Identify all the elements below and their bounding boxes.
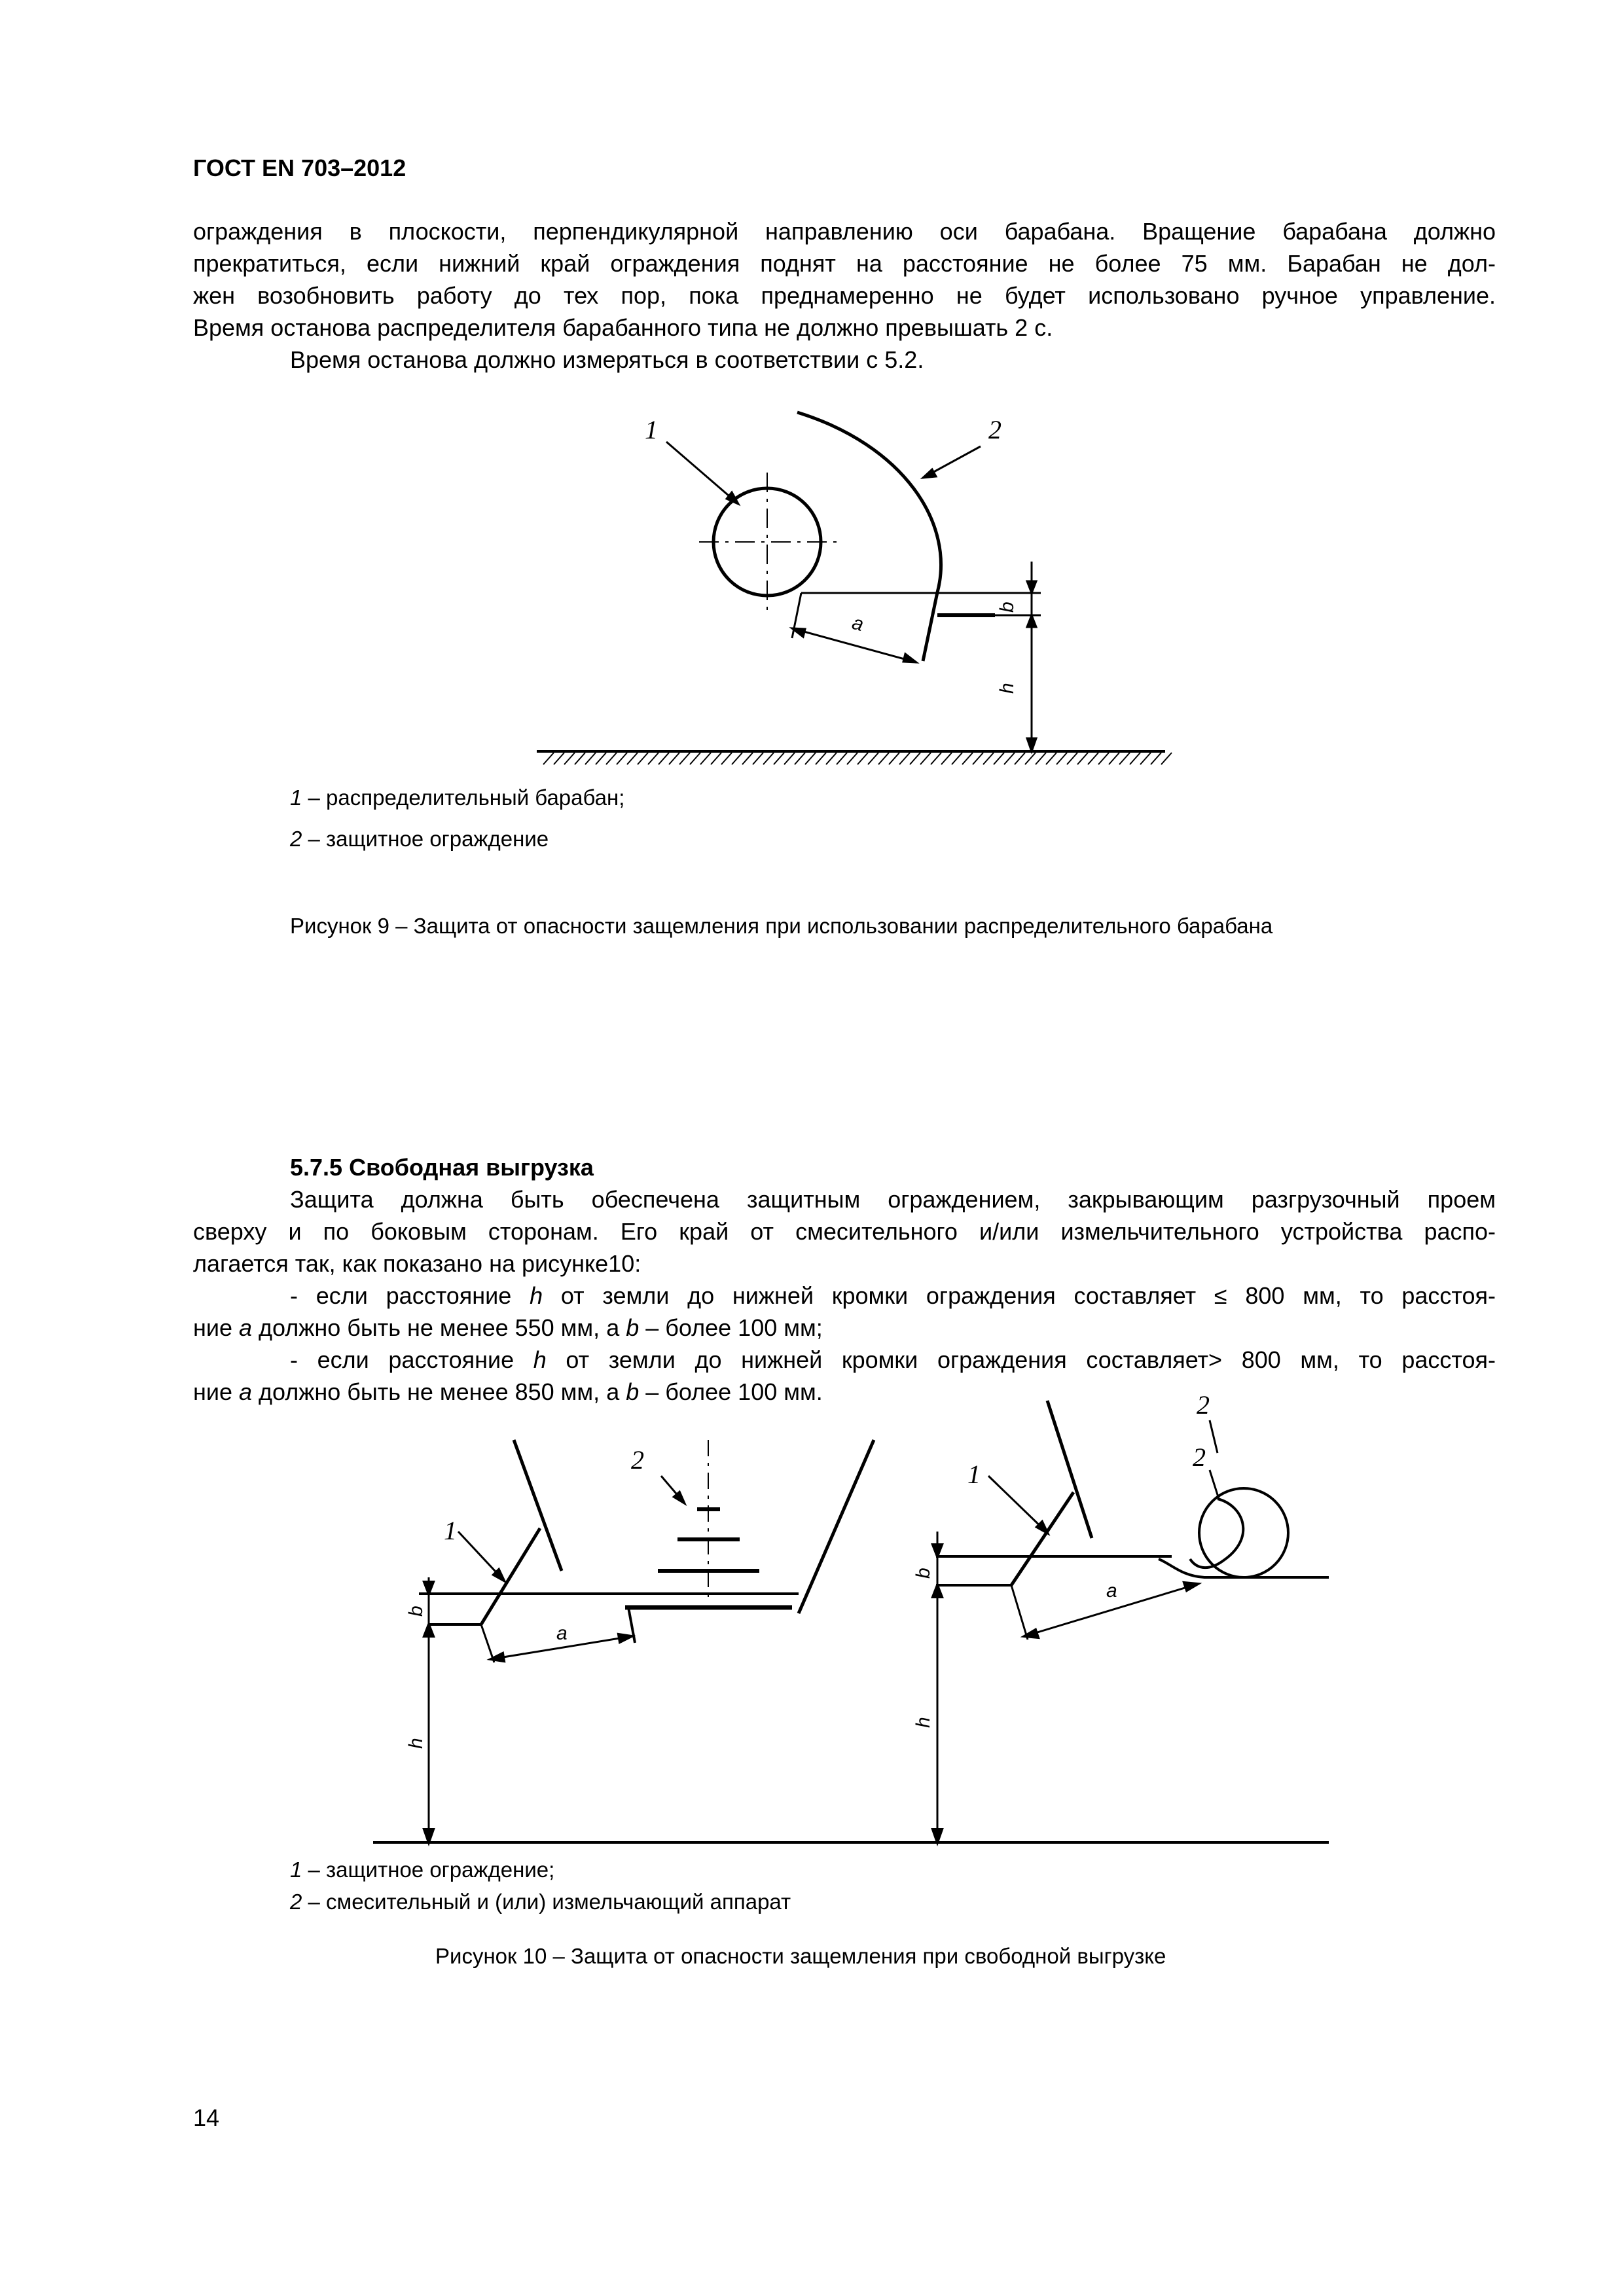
ground-hatch [1077, 753, 1088, 764]
ground-hatch [1046, 753, 1056, 764]
ground-hatch [1098, 753, 1109, 764]
fig9-legend-item: 2 – защитное ограждение [290, 827, 549, 851]
guard-arc [797, 412, 941, 661]
ground-hatch [648, 753, 659, 764]
ground-hatch [1161, 753, 1172, 764]
document-header: ГОСТ EN 703–2012 [193, 154, 406, 181]
fig10-right-label-1: 1 [967, 1460, 981, 1489]
ground-hatch [575, 753, 585, 764]
ground-hatch [889, 753, 899, 764]
ground-hatch [805, 753, 816, 764]
ground-hatch [1151, 753, 1161, 764]
fig9-dim-a: a [850, 611, 866, 636]
ground-hatch [774, 753, 784, 764]
body-text-line: жен возобновить работу до тех пор, пока преднамеренно не будет использовано ручное управление. [193, 282, 1496, 309]
ground-hatch [878, 753, 889, 764]
ground-hatch [669, 753, 679, 764]
ground-hatch [983, 753, 994, 764]
section-heading: 5.7.5 Свободная выгрузка [290, 1154, 594, 1181]
ground-hatch [638, 753, 648, 764]
fig9-legend-item: 1 – распределительный барабан; [290, 785, 625, 810]
ground-hatch [742, 753, 753, 764]
ground-hatch [763, 753, 774, 764]
ground-hatch [837, 753, 847, 764]
ground-hatch [1025, 753, 1036, 764]
ground-hatch [543, 753, 554, 764]
body-text-line: сверху и по боковым сторонам. Его край от смесительного и/или измельчительного устройства распо- [193, 1218, 1496, 1245]
fig10-left-label-2: 2 [631, 1445, 644, 1475]
fig10-right-dim-h: h [912, 1717, 934, 1728]
body-text-line: лагается так, как показано на рисунке10: [193, 1250, 641, 1277]
ground-hatch [554, 753, 564, 764]
ground-hatch [659, 753, 669, 764]
fig10-right-label-2b: 2 [1193, 1443, 1206, 1472]
body-text-line: прекратиться, если нижний край ограждения поднят на расстояние не более 75 мм. Барабан не дол- [193, 250, 1496, 277]
ground-hatch [732, 753, 742, 764]
ground-hatch [753, 753, 763, 764]
ground-hatch [679, 753, 690, 764]
fig9-dim-b: b [996, 601, 1018, 613]
fig9-label-2: 2 [988, 415, 1001, 444]
ground-hatch [617, 753, 627, 764]
fig10-right-dim-a: a [1106, 1580, 1117, 1602]
fig10-left-label-1: 1 [444, 1516, 457, 1545]
fig10-right-dim-b: b [912, 1568, 934, 1579]
ground-hatch [795, 753, 805, 764]
fig10-left-dim-h: h [405, 1738, 427, 1749]
ground-hatch [899, 753, 910, 764]
ground-hatch [816, 753, 826, 764]
ground-hatch [910, 753, 920, 764]
ground-hatch [1119, 753, 1130, 764]
ground-hatch [700, 753, 711, 764]
ground-hatch [857, 753, 868, 764]
ground-hatch [606, 753, 617, 764]
body-text-line: Время останова распределителя барабанного типа не должно превышать 2 с. [193, 314, 1053, 341]
bullet-line: - если расстояние h от земли до нижней кромки ограждения составляет> 800 мм, то расстоя- [290, 1346, 1496, 1373]
ground-hatch [1015, 753, 1025, 764]
ground-hatch [711, 753, 721, 764]
body-text-line: Время останова должно измеряться в соответствии с 5.2. [290, 346, 924, 373]
ground-hatch [1130, 753, 1140, 764]
ground-hatch [1036, 753, 1046, 764]
ground-hatch [1056, 753, 1067, 764]
bullet-line: - если расстояние h от земли до нижней кромки ограждения составляет ≤ 800 мм, то расстоя- [290, 1282, 1496, 1309]
body-text-line: ограждения в плоскости, перпендикулярной направлению оси барабана. Вращение барабана должно [193, 218, 1496, 245]
ground-hatch [596, 753, 606, 764]
ground-hatch [690, 753, 700, 764]
ground-hatch [585, 753, 596, 764]
fig9-caption: Рисунок 9 – Защита от опасности защемления при использовании распределительного барабана [290, 914, 1273, 938]
body-text-line: Защита должна быть обеспечена защитным ограждением, закрывающим разгрузочный проем [290, 1186, 1496, 1213]
ground-hatch [826, 753, 837, 764]
ground-hatch [994, 753, 1004, 764]
ground-hatch [920, 753, 931, 764]
ground-hatch [721, 753, 732, 764]
fig10-legend-item: 2 – смесительный и (или) измельчающий аппарат [290, 1890, 791, 1914]
ground-hatch [1109, 753, 1119, 764]
fig10-left-dim-b: b [405, 1605, 427, 1617]
bullet-line: ние a должно быть не менее 550 мм, а b – более 100 мм; [193, 1314, 823, 1341]
ground-hatch [627, 753, 638, 764]
ground-hatch [1067, 753, 1077, 764]
ground-hatch [931, 753, 941, 764]
ground-hatch [962, 753, 973, 764]
fig10-caption: Рисунок 10 – Защита от опасности защемления при свободной выгрузке [435, 1944, 1166, 1968]
ground-hatch [1140, 753, 1151, 764]
bullet-line: ние a должно быть не менее 850 мм, а b – более 100 мм. [193, 1378, 823, 1405]
page-number: 14 [193, 2104, 220, 2131]
fig10-right-label-2a: 2 [1197, 1390, 1210, 1420]
fig9-label-1: 1 [645, 415, 658, 444]
ground-hatch [1088, 753, 1098, 764]
ground-hatch [868, 753, 878, 764]
ground-hatch [973, 753, 983, 764]
ground-hatch [952, 753, 962, 764]
ground-hatch [564, 753, 575, 764]
fig10-left-dim-a: a [556, 1623, 568, 1644]
fig9-dim-h: h [996, 683, 1018, 694]
drum-circle [713, 488, 821, 596]
ground-hatch [784, 753, 795, 764]
ground-hatch [847, 753, 857, 764]
ground-hatch [941, 753, 952, 764]
ground-hatch [1004, 753, 1015, 764]
fig10-legend-item: 1 – защитное ограждение; [290, 1857, 555, 1882]
